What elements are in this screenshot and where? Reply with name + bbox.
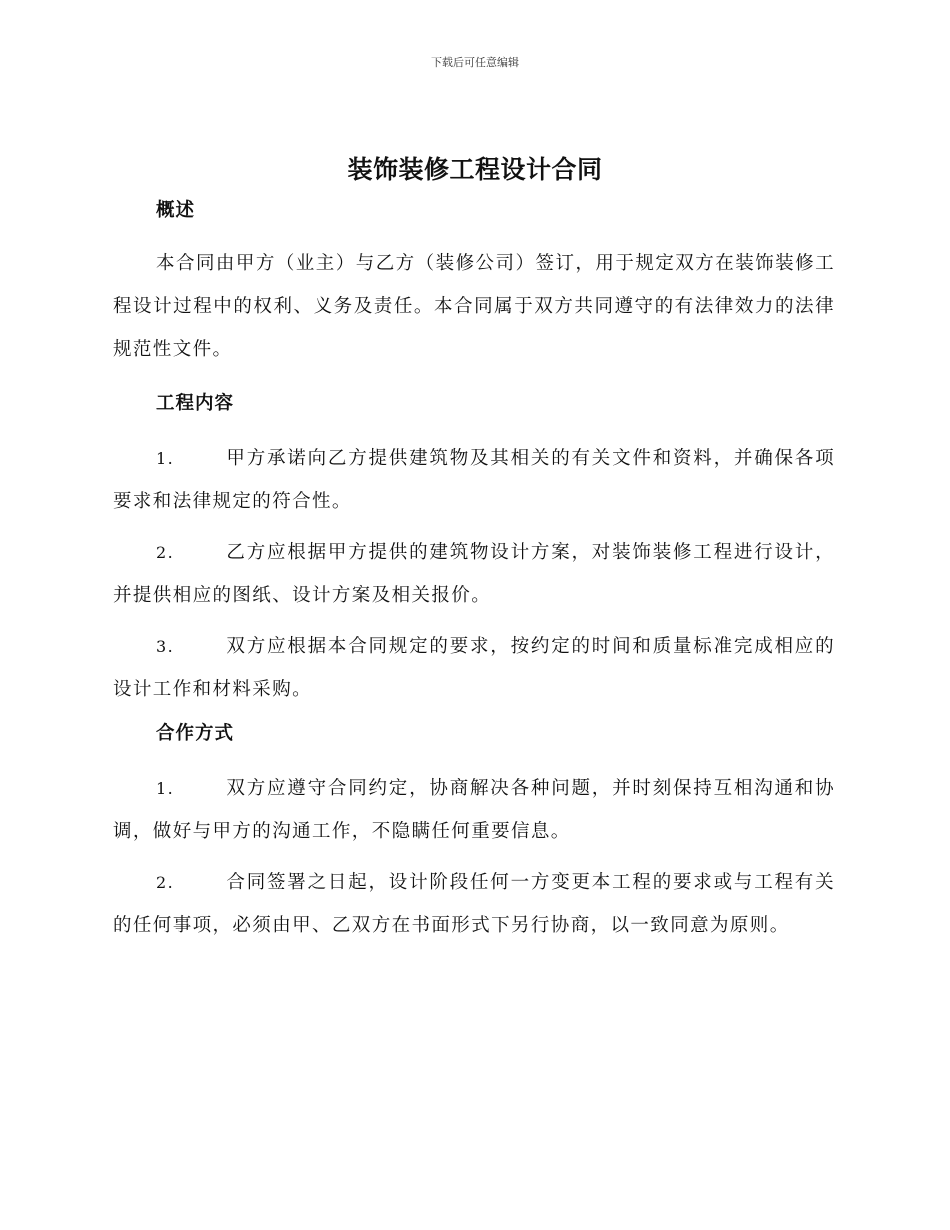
list-item-number: 3.	[156, 637, 175, 656]
list-item-number: 1.	[156, 779, 175, 798]
cooperation-list	[113, 767, 835, 947]
list-item	[113, 437, 835, 523]
list-item	[113, 861, 835, 947]
project-content-list	[113, 437, 835, 711]
section-heading-overview: 概述	[156, 200, 196, 221]
list-item-number: 2.	[156, 873, 175, 892]
list-item-number: 1.	[156, 449, 175, 468]
list-item-text: 甲方承诺向乙方提供建筑物及其相关的有关文件和资料，并确保各项要求和法律规定的符合性。	[113, 448, 835, 512]
list-item-text: 合同签署之日起，设计阶段任何一方变更本工程的要求或与工程有关的任何事项，必须由甲、乙双方在书面形式下另行协商，以一致同意为原则。	[113, 872, 835, 936]
overview-paragraph: 本合同由甲方（业主）与乙方（装修公司）签订，用于规定双方在装饰装修工程设计过程中的权利、义务及责任。本合同属于双方共同遵守的有法律效力的法律规范性文件。	[113, 253, 835, 360]
list-item	[113, 531, 835, 617]
list-item	[113, 625, 835, 711]
document-title: 装饰装修工程设计合同	[347, 155, 603, 184]
list-item-number: 2.	[156, 543, 175, 562]
document-body	[113, 196, 835, 947]
section-heading-cooperation: 合作方式	[156, 723, 235, 744]
list-item-text: 乙方应根据甲方提供的建筑物设计方案，对装饰装修工程进行设计，并提供相应的图纸、设计方案及相关报价。	[113, 542, 835, 606]
section-heading-project-content: 工程内容	[156, 393, 235, 414]
list-item	[113, 767, 835, 853]
page-header-note: 下载后可任意编辑	[431, 56, 519, 69]
list-item-text: 双方应遵守合同约定，协商解决各种问题，并时刻保持互相沟通和协调，做好与甲方的沟通工作，不隐瞒任何重要信息。	[113, 778, 835, 842]
list-item-text: 双方应根据本合同规定的要求，按约定的时间和质量标准完成相应的设计工作和材料采购。	[113, 636, 835, 700]
